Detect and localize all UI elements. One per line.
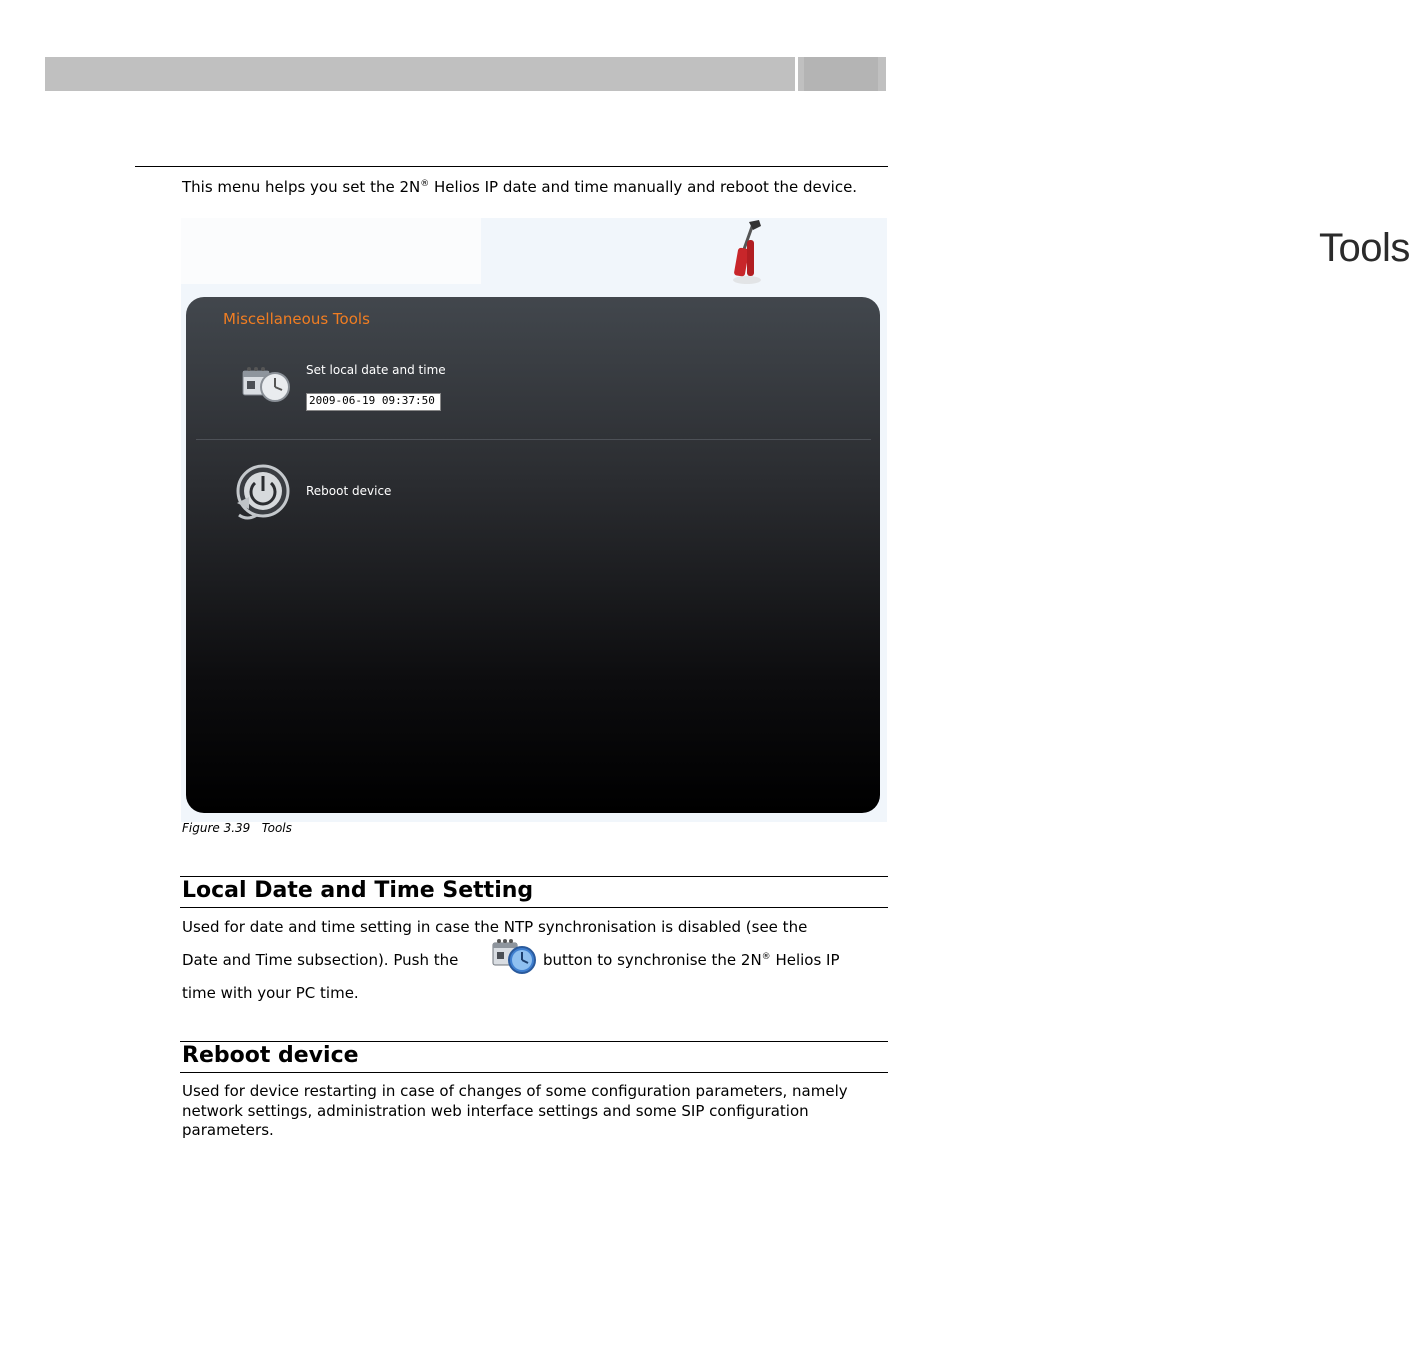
reboot-device-label: Reboot device	[306, 484, 392, 498]
calendar-clock-icon[interactable]	[241, 363, 293, 405]
section1-line2-end: button to synchronise the 2N® Helios IP	[543, 951, 840, 969]
section1-line2-start: Date and Time subsection). Push the	[182, 951, 459, 969]
header-page-tab-inner	[804, 57, 878, 91]
figure-caption: Figure 3.39 Tools	[182, 821, 292, 835]
header-bar	[45, 57, 795, 91]
datetime-input[interactable]: 2009-06-19 09:37:50	[306, 393, 441, 411]
panel-title: Miscellaneous Tools	[223, 310, 370, 328]
misc-tools-panel	[186, 297, 880, 813]
section-rule-bottom	[180, 907, 888, 908]
panel-divider	[196, 439, 871, 440]
figure-top-area	[181, 218, 481, 284]
reboot-power-icon[interactable]	[231, 463, 293, 525]
section-rule-bottom	[180, 1072, 888, 1073]
section1-line1: Used for date and time setting in case the NTP synchronisation is disabled (see the	[182, 918, 808, 936]
tools-figure	[181, 218, 1410, 822]
set-local-date-time-label: Set local date and time	[306, 363, 446, 377]
section-rule-top	[180, 876, 888, 877]
screwdriver-icon	[725, 218, 771, 286]
tools-brand	[725, 218, 1410, 286]
sync-time-icon	[489, 937, 539, 977]
intro-paragraph: This menu helps you set the 2N® Helios IP date and time manually and reboot the device.	[182, 178, 858, 196]
section-title-local-date-time: Local Date and Time Setting	[182, 878, 534, 903]
section2-paragraph: Used for device restarting in case of changes of some configuration parameters, namely network settings, administration web interface settings and some SIP configuration parameters.	[182, 1082, 848, 1139]
section1-line3: time with your PC time.	[182, 984, 359, 1002]
section-title-reboot-device: Reboot device	[182, 1043, 359, 1068]
tools-brand-label: Tools	[1319, 226, 1410, 270]
top-rule	[135, 166, 888, 167]
section-rule-top	[180, 1041, 888, 1042]
